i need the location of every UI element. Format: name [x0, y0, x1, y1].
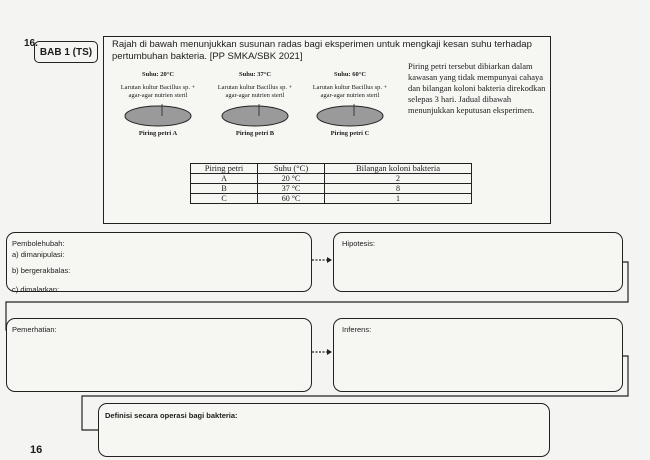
- hypothesis-box[interactable]: [333, 232, 623, 292]
- dish-label: Larutan kultur Bacillus sp. + agar-agar nutrien steril: [120, 84, 196, 99]
- variables-title: Pembolehubah:: [12, 239, 65, 248]
- experiment-description: Piring petri tersebut dibiarkan dalam kawasan yang tidak mempunyai cahaya dan bilangan koloni bakteria direkodkan selepas 3 hari. Jadual dibawah menunjukkan keputusan eksperimen.: [408, 61, 546, 115]
- table-cell: 8: [325, 184, 472, 194]
- dish-name: Piring petri B: [235, 130, 275, 137]
- table-cell: 60 °C: [258, 194, 325, 204]
- table-cell: B: [191, 184, 258, 194]
- table-cell: 37 °C: [258, 184, 325, 194]
- dish-temp: Suhu: 60°C: [333, 71, 367, 78]
- table-cell: 1: [325, 194, 472, 204]
- dish-temp: Suhu: 20°C: [141, 71, 175, 78]
- definition-box[interactable]: [98, 403, 550, 457]
- table-cell: 20 °C: [258, 174, 325, 184]
- question-number: 16.: [24, 38, 38, 49]
- dish-name: Piring petri A: [138, 130, 178, 137]
- column-header: Suhu (°C): [258, 164, 325, 174]
- column-header: Bilangan koloni bakteria: [325, 164, 472, 174]
- observation-box[interactable]: [6, 318, 312, 392]
- inference-box[interactable]: [333, 318, 623, 392]
- responding-variable-label: b) bergerakbalas:: [12, 266, 71, 275]
- column-header: Piring petri: [191, 164, 258, 174]
- definition-label: Definisi secara operasi bagi bakteria:: [105, 411, 238, 420]
- dish-label: Larutan kultur Bacillus sp. + agar-agar nutrien steril: [217, 84, 293, 99]
- table-cell: A: [191, 174, 258, 184]
- hypothesis-label: Hipotesis:: [342, 239, 375, 248]
- controlled-variable-label: c) dimalarkan:: [12, 285, 60, 294]
- dish-name: Piring petri C: [330, 130, 370, 137]
- chapter-label: BAB 1 (TS): [39, 46, 93, 58]
- observation-label: Pemerhatian:: [12, 325, 57, 334]
- question-text: Rajah di bawah menunjukkan susunan radas bagi eksperimen untuk mengkaji kesan suhu terhadap pertumbuhan bakteria. [PP SMKA/SBK 2021]: [112, 39, 532, 62]
- dish-label: Larutan kultur Bacillus sp. + agar-agar nutrien steril: [312, 84, 388, 99]
- page-number: 16: [30, 444, 43, 456]
- dish-temp: Suhu: 37°C: [238, 71, 272, 78]
- table-cell: C: [191, 194, 258, 204]
- manipulated-variable-label: a) dimanipulasi:: [12, 250, 65, 259]
- inference-label: Inferens:: [342, 325, 372, 334]
- table-cell: 2: [325, 174, 472, 184]
- variables-box[interactable]: [6, 232, 312, 292]
